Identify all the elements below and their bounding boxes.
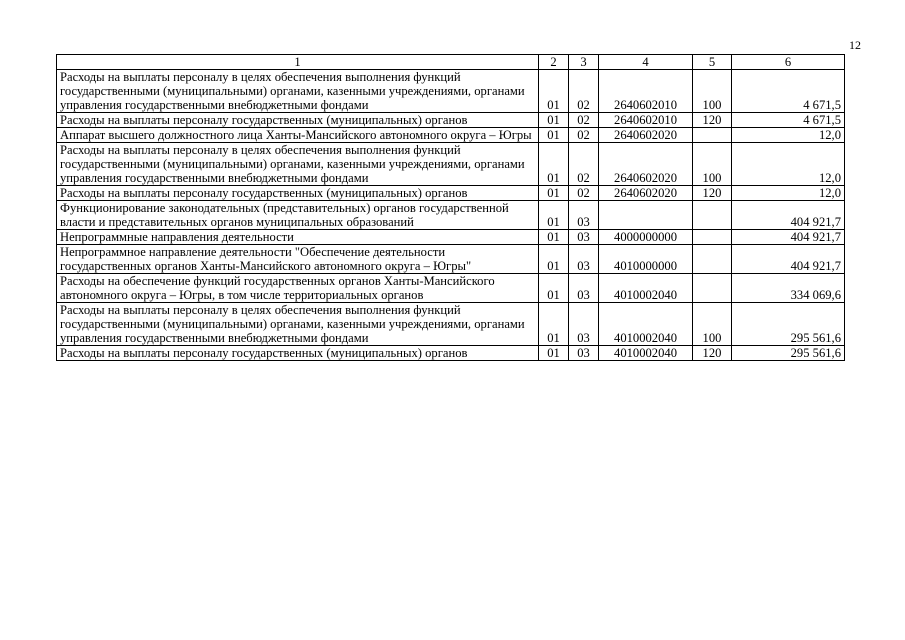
header-col-5: 5 (693, 55, 732, 70)
row-target-code: 2640602020 (599, 128, 693, 143)
table-row (57, 201, 845, 230)
header-col-2: 2 (539, 55, 569, 70)
table-row (57, 346, 845, 361)
page-number: 12 (849, 38, 861, 52)
row-expense-type (693, 230, 732, 245)
row-name: Расходы на выплаты персоналу государственных (муниципальных) органов (57, 113, 539, 128)
row-expense-type: 100 (693, 70, 732, 113)
table-row (57, 143, 845, 186)
row-amount: 12,0 (732, 128, 845, 143)
row-section: 01 (539, 113, 569, 128)
header-col-1: 1 (57, 55, 539, 70)
row-target-code: 4000000000 (599, 230, 693, 245)
row-expense-type: 120 (693, 346, 732, 361)
row-amount: 4 671,5 (732, 113, 845, 128)
row-section: 01 (539, 70, 569, 113)
table-row (57, 303, 845, 346)
row-subsection: 03 (569, 201, 599, 230)
header-row (57, 55, 845, 70)
row-section: 01 (539, 245, 569, 274)
row-name: Расходы на выплаты персоналу государственных (муниципальных) органов (57, 346, 539, 361)
row-name: Расходы на выплаты персоналу государственных (муниципальных) органов (57, 186, 539, 201)
row-subsection: 02 (569, 113, 599, 128)
row-subsection: 02 (569, 128, 599, 143)
row-name: Непрограммное направление деятельности "Обеспечение деятельности государственных органов Ханты-Мансийского автономного округа – Югры" (57, 245, 539, 274)
header-col-3: 3 (569, 55, 599, 70)
row-target-code: 4010002040 (599, 346, 693, 361)
header-col-4: 4 (599, 55, 693, 70)
row-target-code: 2640602010 (599, 70, 693, 113)
table-row (57, 186, 845, 201)
row-expense-type (693, 128, 732, 143)
budget-table (56, 54, 845, 361)
row-amount: 12,0 (732, 186, 845, 201)
row-amount: 404 921,7 (732, 201, 845, 230)
table-row (57, 274, 845, 303)
table-row (57, 113, 845, 128)
row-target-code: 4010002040 (599, 274, 693, 303)
row-section: 01 (539, 274, 569, 303)
row-name: Аппарат высшего должностного лица Ханты-Мансийского автономного округа – Югры (57, 128, 539, 143)
row-amount: 295 561,6 (732, 303, 845, 346)
row-expense-type (693, 201, 732, 230)
row-expense-type: 100 (693, 143, 732, 186)
row-amount: 295 561,6 (732, 346, 845, 361)
row-section: 01 (539, 346, 569, 361)
row-subsection: 03 (569, 303, 599, 346)
row-name: Непрограммные направления деятельности (57, 230, 539, 245)
row-expense-type (693, 274, 732, 303)
row-target-code: 2640602010 (599, 113, 693, 128)
row-name: Расходы на обеспечение функций государственных органов Ханты-Мансийского автономного округа – Югры, в том числе территориальных органов (57, 274, 539, 303)
row-subsection: 03 (569, 346, 599, 361)
row-section: 01 (539, 143, 569, 186)
row-amount: 12,0 (732, 143, 845, 186)
row-name: Расходы на выплаты персоналу в целях обеспечения выполнения функций государственными (муниципальными) органами, казенными учреждениями, органами управления государственными внебюджетными фондами (57, 143, 539, 186)
row-section: 01 (539, 303, 569, 346)
row-subsection: 03 (569, 274, 599, 303)
row-amount: 404 921,7 (732, 245, 845, 274)
table-row (57, 230, 845, 245)
row-expense-type: 120 (693, 186, 732, 201)
row-amount: 4 671,5 (732, 70, 845, 113)
table-row (57, 128, 845, 143)
row-name: Расходы на выплаты персоналу в целях обеспечения выполнения функций государственными (муниципальными) органами, казенными учреждениями, органами управления государственными внебюджетными фондами (57, 70, 539, 113)
row-section: 01 (539, 230, 569, 245)
table-header (57, 55, 845, 70)
row-target-code: 4010002040 (599, 303, 693, 346)
row-amount: 404 921,7 (732, 230, 845, 245)
row-subsection: 03 (569, 230, 599, 245)
row-expense-type (693, 245, 732, 274)
row-name: Расходы на выплаты персоналу в целях обеспечения выполнения функций государственными (муниципальными) органами, казенными учреждениями, органами управления государственными внебюджетными фондами (57, 303, 539, 346)
table-body (57, 70, 845, 361)
row-subsection: 02 (569, 143, 599, 186)
row-subsection: 03 (569, 245, 599, 274)
row-target-code: 2640602020 (599, 186, 693, 201)
row-section: 01 (539, 186, 569, 201)
row-target-code (599, 201, 693, 230)
row-expense-type: 100 (693, 303, 732, 346)
row-section: 01 (539, 128, 569, 143)
row-target-code: 2640602020 (599, 143, 693, 186)
row-name: Функционирование законодательных (представительных) органов государственной власти и представительных органов муниципальных образований (57, 201, 539, 230)
table-row (57, 70, 845, 113)
row-expense-type: 120 (693, 113, 732, 128)
table-row (57, 245, 845, 274)
header-col-6: 6 (732, 55, 845, 70)
row-amount: 334 069,6 (732, 274, 845, 303)
row-subsection: 02 (569, 70, 599, 113)
row-subsection: 02 (569, 186, 599, 201)
row-section: 01 (539, 201, 569, 230)
row-target-code: 4010000000 (599, 245, 693, 274)
